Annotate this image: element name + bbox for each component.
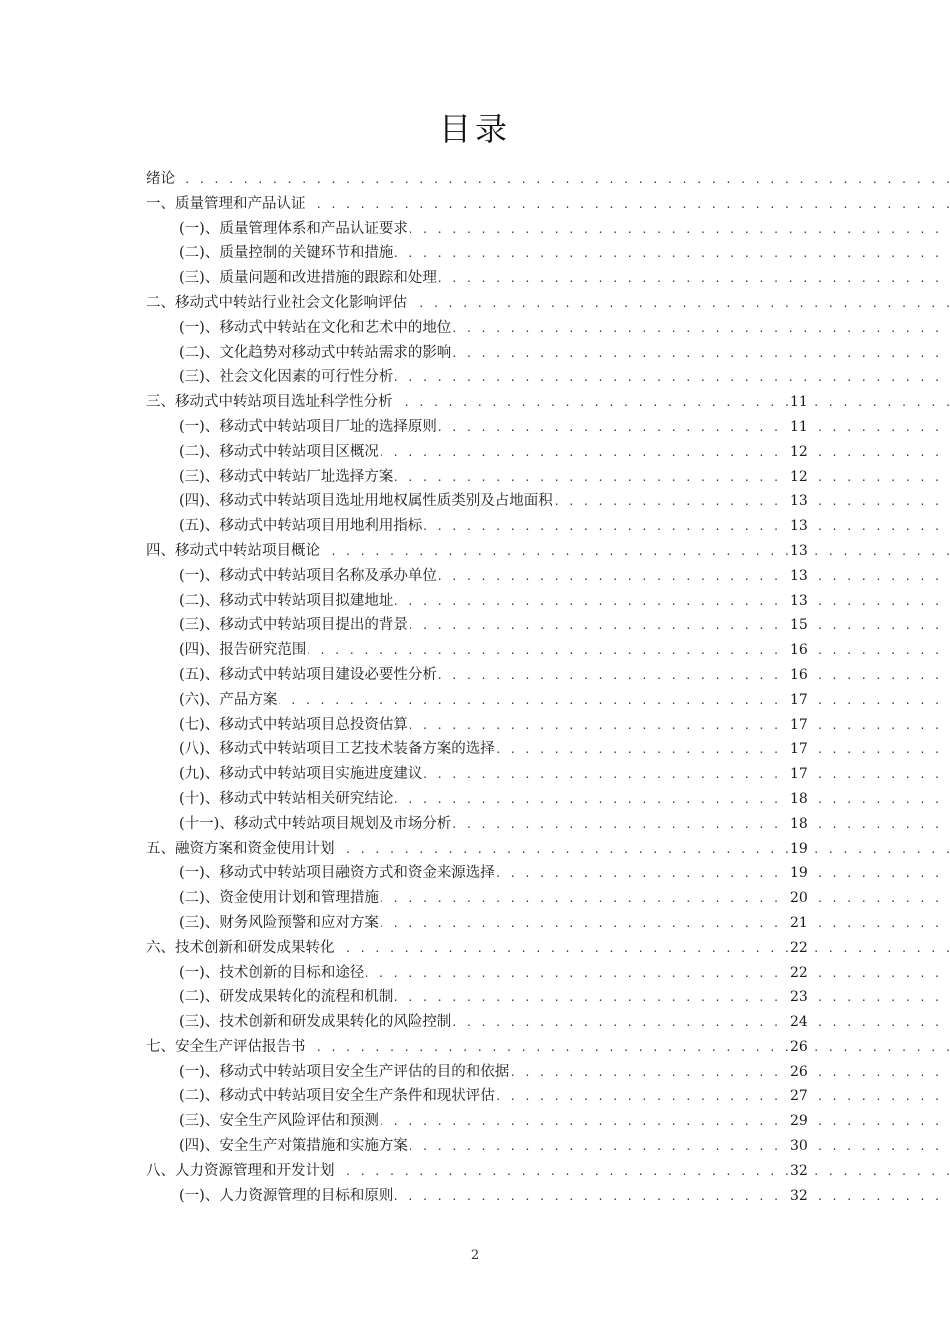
toc-section-entry[interactable]: [0, 514, 950, 539]
toc-entry-page-number: 30: [789, 1134, 809, 1159]
toc-entry-label: (二)、移动式中转站项目拟建地址: [179, 589, 395, 614]
toc-entry-page-number: 16: [789, 638, 809, 663]
toc-entry-label: (一)、移动式中转站在文化和艺术中的地位: [179, 316, 453, 341]
toc-section-entry[interactable]: [0, 365, 950, 390]
toc-entry-label: (三)、移动式中转站厂址选择方案: [179, 465, 395, 490]
toc-chapter-entry[interactable]: [0, 936, 950, 961]
toc-entry-label: (一)、技术创新的目标和途径: [179, 961, 366, 986]
toc-entry-label: (一)、质量管理体系和产品认证要求: [179, 217, 410, 242]
toc-entry-page-number: 18: [789, 787, 809, 812]
toc-entry-label: 八、人力资源管理和开发计划: [146, 1159, 337, 1184]
toc-entry-label: (三)、质量问题和改进措施的跟踪和处理: [179, 266, 439, 291]
toc-section-entry[interactable]: [0, 787, 950, 812]
toc-entry-label: 三、移动式中转站项目选址科学性分析: [146, 390, 395, 415]
toc-entry-label: (五)、移动式中转站项目建设必要性分析: [179, 663, 439, 688]
toc-entry-label: 二、移动式中转站行业社会文化影响评估: [146, 291, 409, 316]
toc-section-entry[interactable]: [0, 241, 950, 266]
toc-section-entry[interactable]: [0, 1184, 950, 1209]
toc-chapter-entry[interactable]: [0, 1159, 950, 1184]
toc-entry-page-number: 26: [789, 1035, 809, 1060]
toc-entry-page-number: 32: [789, 1159, 809, 1184]
toc-entry-page-number: 13: [789, 539, 809, 564]
toc-entry-page-number: 18: [789, 812, 809, 837]
toc-entry-label: (四)、安全生产对策措施和实施方案: [179, 1134, 410, 1159]
toc-entry-label: (七)、移动式中转站项目总投资估算: [179, 713, 410, 738]
toc-section-entry[interactable]: [0, 911, 950, 936]
toc-entry-label: (三)、社会文化因素的可行性分析: [179, 365, 395, 390]
toc-chapter-entry[interactable]: [0, 837, 950, 862]
toc-entry-page-number: 20: [789, 886, 809, 911]
toc-section-entry[interactable]: [0, 489, 950, 514]
toc-entry-page-number: 26: [789, 1060, 809, 1085]
toc-entry-page-number: 19: [789, 837, 809, 862]
toc-section-entry[interactable]: [0, 1084, 950, 1109]
toc-entry-page-number: 22: [789, 961, 809, 986]
toc-entry-page-number: 19: [789, 861, 809, 886]
toc-section-entry[interactable]: [0, 589, 950, 614]
table-of-contents: [0, 167, 950, 1208]
toc-section-entry[interactable]: [0, 663, 950, 688]
toc-section-entry[interactable]: [0, 415, 950, 440]
toc-section-entry[interactable]: [0, 613, 950, 638]
toc-entry-label: 六、技术创新和研发成果转化: [146, 936, 337, 961]
toc-section-entry[interactable]: [0, 713, 950, 738]
toc-section-entry[interactable]: [0, 688, 950, 713]
toc-entry-page-number: 21: [789, 911, 809, 936]
toc-entry-label: 绪论: [146, 167, 177, 192]
toc-entry-page-number: 11: [789, 415, 809, 440]
toc-section-entry[interactable]: [0, 1109, 950, 1134]
toc-section-entry[interactable]: [0, 737, 950, 762]
toc-entry-page-number: 13: [789, 589, 809, 614]
toc-section-entry[interactable]: [0, 961, 950, 986]
toc-entry-page-number: 24: [789, 1010, 809, 1035]
toc-entry-label: (二)、移动式中转站项目安全生产条件和现状评估: [179, 1084, 497, 1109]
toc-entry-page-number: 13: [789, 514, 809, 539]
toc-entry-page-number: 16: [789, 663, 809, 688]
toc-entry-page-number: 23: [789, 985, 809, 1010]
toc-section-entry[interactable]: [0, 341, 950, 366]
toc-section-entry[interactable]: [0, 440, 950, 465]
toc-chapter-entry[interactable]: [0, 1035, 950, 1060]
toc-entry-label: (一)、移动式中转站项目厂址的选择原则: [179, 415, 439, 440]
toc-entry-page-number: 17: [789, 688, 809, 713]
toc-entry-label: (一)、移动式中转站项目名称及承办单位: [179, 564, 439, 589]
toc-entry-label: (九)、移动式中转站项目实施进度建议: [179, 762, 424, 787]
toc-entry-page-number: 17: [789, 762, 809, 787]
toc-entry-page-number: 17: [789, 737, 809, 762]
toc-entry-page-number: 32: [789, 1184, 809, 1209]
toc-entry-page-number: 13: [789, 489, 809, 514]
toc-entry-label: (六)、产品方案: [179, 688, 279, 713]
dot-leader: [189, 688, 950, 713]
toc-section-entry[interactable]: [0, 638, 950, 663]
toc-section-entry[interactable]: [0, 886, 950, 911]
toc-chapter-entry[interactable]: [0, 539, 950, 564]
toc-entry-label: (三)、移动式中转站项目提出的背景: [179, 613, 410, 638]
toc-entry-label: 四、移动式中转站项目概论: [146, 539, 322, 564]
toc-entry-label: (十一)、移动式中转站项目规划及市场分析: [179, 812, 453, 837]
toc-chapter-entry[interactable]: [0, 192, 950, 217]
toc-entry-label: (三)、财务风险预警和应对方案: [179, 911, 381, 936]
toc-entry-label: (四)、移动式中转站项目选址用地权属性质类别及占地面积: [179, 489, 555, 514]
toc-entry-label: 五、融资方案和资金使用计划: [146, 837, 337, 862]
toc-entry-label: (二)、研发成果转化的流程和机制: [179, 985, 395, 1010]
toc-entry-page-number: 27: [789, 1084, 809, 1109]
toc-entry-label: 七、安全生产评估报告书: [146, 1035, 308, 1060]
toc-entry-page-number: 29: [789, 1109, 809, 1134]
toc-chapter-entry[interactable]: [0, 167, 950, 192]
toc-section-entry[interactable]: [0, 1060, 950, 1085]
toc-entry-label: (十)、移动式中转站相关研究结论: [179, 787, 395, 812]
toc-section-entry[interactable]: [0, 564, 950, 589]
toc-section-entry[interactable]: [0, 465, 950, 490]
toc-section-entry[interactable]: [0, 861, 950, 886]
toc-section-entry[interactable]: [0, 1010, 950, 1035]
toc-chapter-entry[interactable]: [0, 291, 950, 316]
toc-section-entry[interactable]: [0, 812, 950, 837]
toc-entry-label: (三)、安全生产风险评估和预测: [179, 1109, 381, 1134]
toc-entry-label: (五)、移动式中转站项目用地利用指标: [179, 514, 424, 539]
toc-entry-label: (一)、移动式中转站项目融资方式和资金来源选择: [179, 861, 497, 886]
toc-entry-label: (八)、移动式中转站项目工艺技术装备方案的选择: [179, 737, 497, 762]
toc-section-entry[interactable]: [0, 762, 950, 787]
toc-section-entry[interactable]: [0, 1134, 950, 1159]
toc-entry-page-number: 13: [789, 564, 809, 589]
page-number: 2: [470, 1248, 480, 1263]
page-title: 目录: [438, 110, 511, 148]
toc-section-entry[interactable]: [0, 266, 950, 291]
toc-entry-label: (一)、人力资源管理的目标和原则: [179, 1184, 395, 1209]
toc-chapter-entry[interactable]: [0, 390, 950, 415]
toc-entry-page-number: 12: [789, 440, 809, 465]
toc-entry-page-number: 11: [789, 390, 809, 415]
toc-entry-label: (二)、资金使用计划和管理措施: [179, 886, 381, 911]
toc-entry-label: (四)、报告研究范围: [179, 638, 308, 663]
toc-entry-label: (二)、移动式中转站项目区概况: [179, 440, 381, 465]
toc-entry-label: 一、质量管理和产品认证: [146, 192, 308, 217]
toc-section-entry[interactable]: [0, 217, 950, 242]
toc-entry-page-number: 12: [789, 465, 809, 490]
toc-entry-label: (二)、质量控制的关键环节和措施: [179, 241, 395, 266]
toc-section-entry[interactable]: [0, 316, 950, 341]
toc-entry-label: (二)、文化趋势对移动式中转站需求的影响: [179, 341, 453, 366]
toc-entry-label: (三)、技术创新和研发成果转化的风险控制: [179, 1010, 453, 1035]
toc-entry-page-number: 17: [789, 713, 809, 738]
dot-leader: [156, 167, 950, 192]
toc-section-entry[interactable]: [0, 985, 950, 1010]
toc-entry-page-number: 22: [789, 936, 809, 961]
toc-entry-page-number: 15: [789, 613, 809, 638]
toc-entry-label: (一)、移动式中转站项目安全生产评估的目的和依据: [179, 1060, 511, 1085]
